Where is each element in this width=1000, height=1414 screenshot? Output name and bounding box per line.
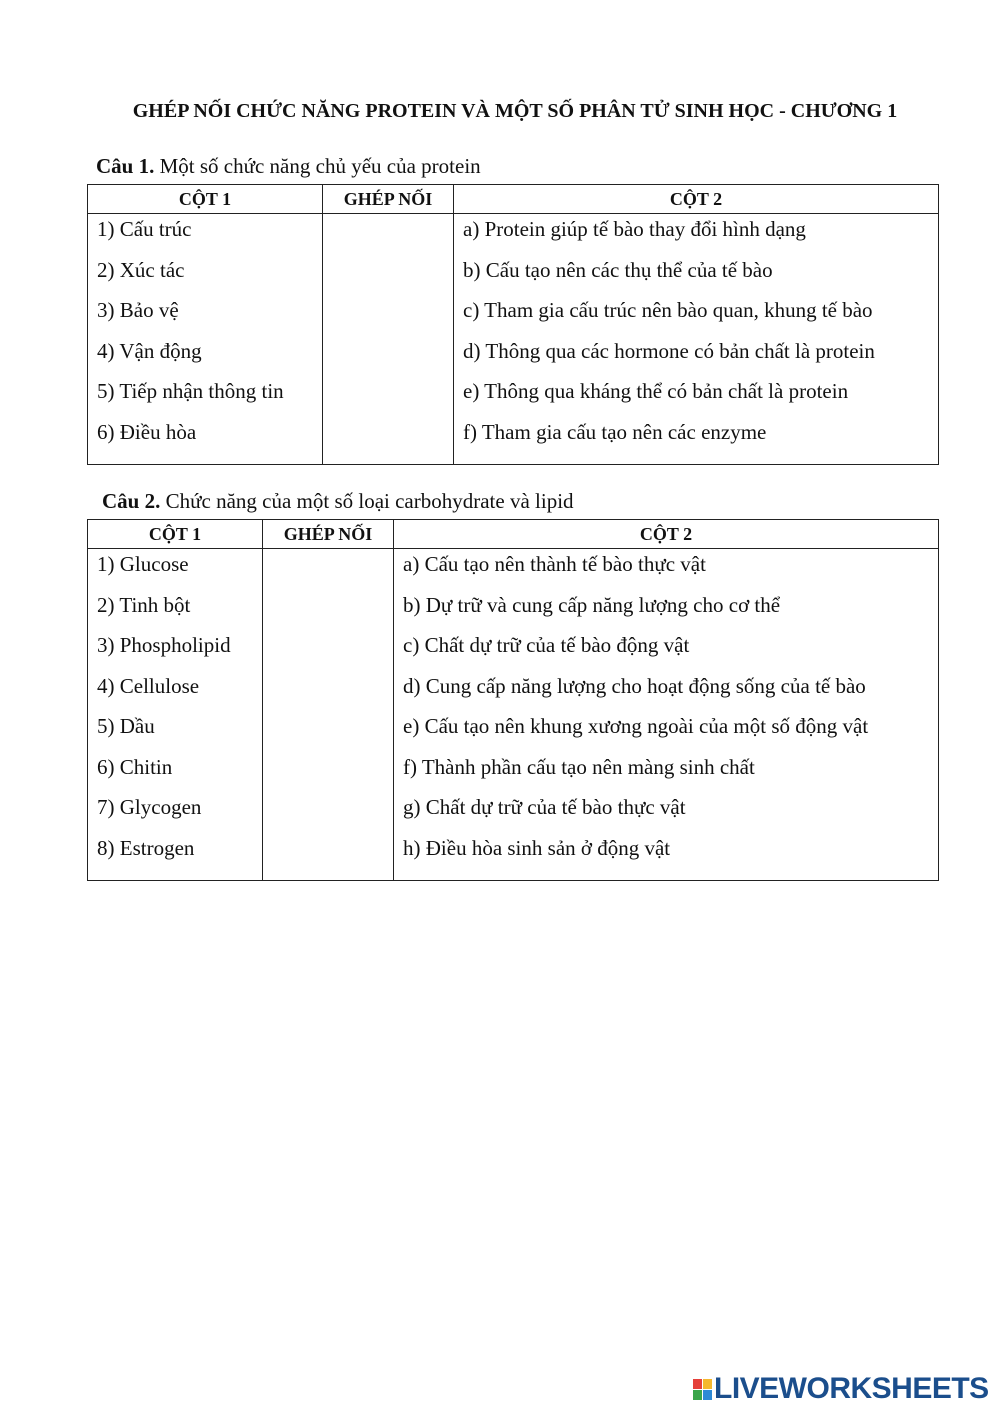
liveworksheets-logo-icon: [693, 1379, 712, 1400]
list-item: b) Cấu tạo nên các thụ thể của tế bào: [463, 257, 773, 282]
list-item: f) Tham gia cấu tạo nên các enzyme: [463, 419, 767, 444]
list-item: 3) Phospholipid: [97, 633, 231, 657]
list-item: 4) Vận động: [97, 338, 202, 363]
header-match: GHÉP NỐI: [323, 185, 454, 214]
list-item: f) Thành phần cấu tạo nên màng sinh chất: [403, 754, 755, 779]
list-item: g) Chất dự trữ của tế bào thực vật: [403, 795, 686, 819]
matching-table-1: [87, 184, 939, 465]
match-answer-area[interactable]: [263, 549, 394, 881]
header-match: GHÉP NỐI: [263, 520, 394, 549]
list-item: 5) Tiếp nhận thông tin: [97, 379, 284, 403]
question-2-text: Chức năng của một số loại carbohydrate và lipid: [160, 489, 574, 513]
column-2-cell: [394, 549, 939, 881]
header-column-1: CỘT 1: [88, 185, 323, 214]
list-item: 8) Estrogen: [97, 835, 195, 860]
header-column-2: CỘT 2: [394, 520, 939, 549]
list-item: 5) Dầu: [97, 714, 155, 738]
header-column-1: CỘT 1: [88, 520, 263, 549]
question-1-text: Một số chức năng chủ yếu của protein: [154, 154, 481, 178]
list-item: b) Dự trữ và cung cấp năng lượng cho cơ thể: [403, 592, 781, 617]
list-item: h) Điều hòa sinh sản ở động vật: [403, 835, 671, 860]
list-item: 6) Điều hòa: [97, 419, 197, 444]
list-item: e) Thông qua kháng thể có bản chất là protein: [463, 379, 849, 403]
list-item: 4) Cellulose: [97, 673, 200, 698]
match-answer-area[interactable]: [323, 214, 454, 465]
question-1-heading: [96, 154, 481, 179]
list-item: c) Chất dự trữ của tế bào động vật: [403, 633, 690, 657]
list-item: 1) Cấu trúc: [97, 217, 192, 241]
question-2-label: Câu 2.: [102, 489, 161, 513]
list-item: d) Thông qua các hormone có bản chất là protein: [463, 338, 875, 363]
list-item: 1) Glucose: [97, 552, 189, 576]
worksheet-title: GHÉP NỐI CHỨC NĂNG PROTEIN VÀ MỘT SỐ PHÂN TỬ SINH HỌC - CHƯƠNG 1: [132, 100, 898, 122]
liveworksheets-logo: [693, 1373, 989, 1405]
list-item: a) Cấu tạo nên thành tế bào thực vật: [403, 552, 706, 576]
list-item: 3) Bảo vệ: [97, 298, 179, 322]
question-1-label: Câu 1.: [96, 154, 155, 178]
liveworksheets-logo-text: LIVEWORKSHEETS: [714, 1372, 989, 1405]
list-item: 2) Xúc tác: [97, 257, 185, 282]
list-item: a) Protein giúp tế bào thay đổi hình dạng: [463, 217, 806, 241]
list-item: 6) Chitin: [97, 754, 173, 779]
list-item: c) Tham gia cấu trúc nên bào quan, khung tế bào: [463, 298, 873, 322]
header-column-2: CỘT 2: [454, 185, 939, 214]
matching-table-2: [87, 519, 939, 881]
column-1-cell: [88, 214, 323, 465]
list-item: d) Cung cấp năng lượng cho hoạt động sống của tế bào: [403, 673, 866, 698]
list-item: 7) Glycogen: [97, 795, 202, 819]
column-2-cell: [454, 214, 939, 465]
list-item: 2) Tinh bột: [97, 592, 191, 617]
question-2-heading: [102, 489, 574, 514]
column-1-cell: [88, 549, 263, 881]
list-item: e) Cấu tạo nên khung xương ngoài của một số động vật: [403, 714, 869, 738]
